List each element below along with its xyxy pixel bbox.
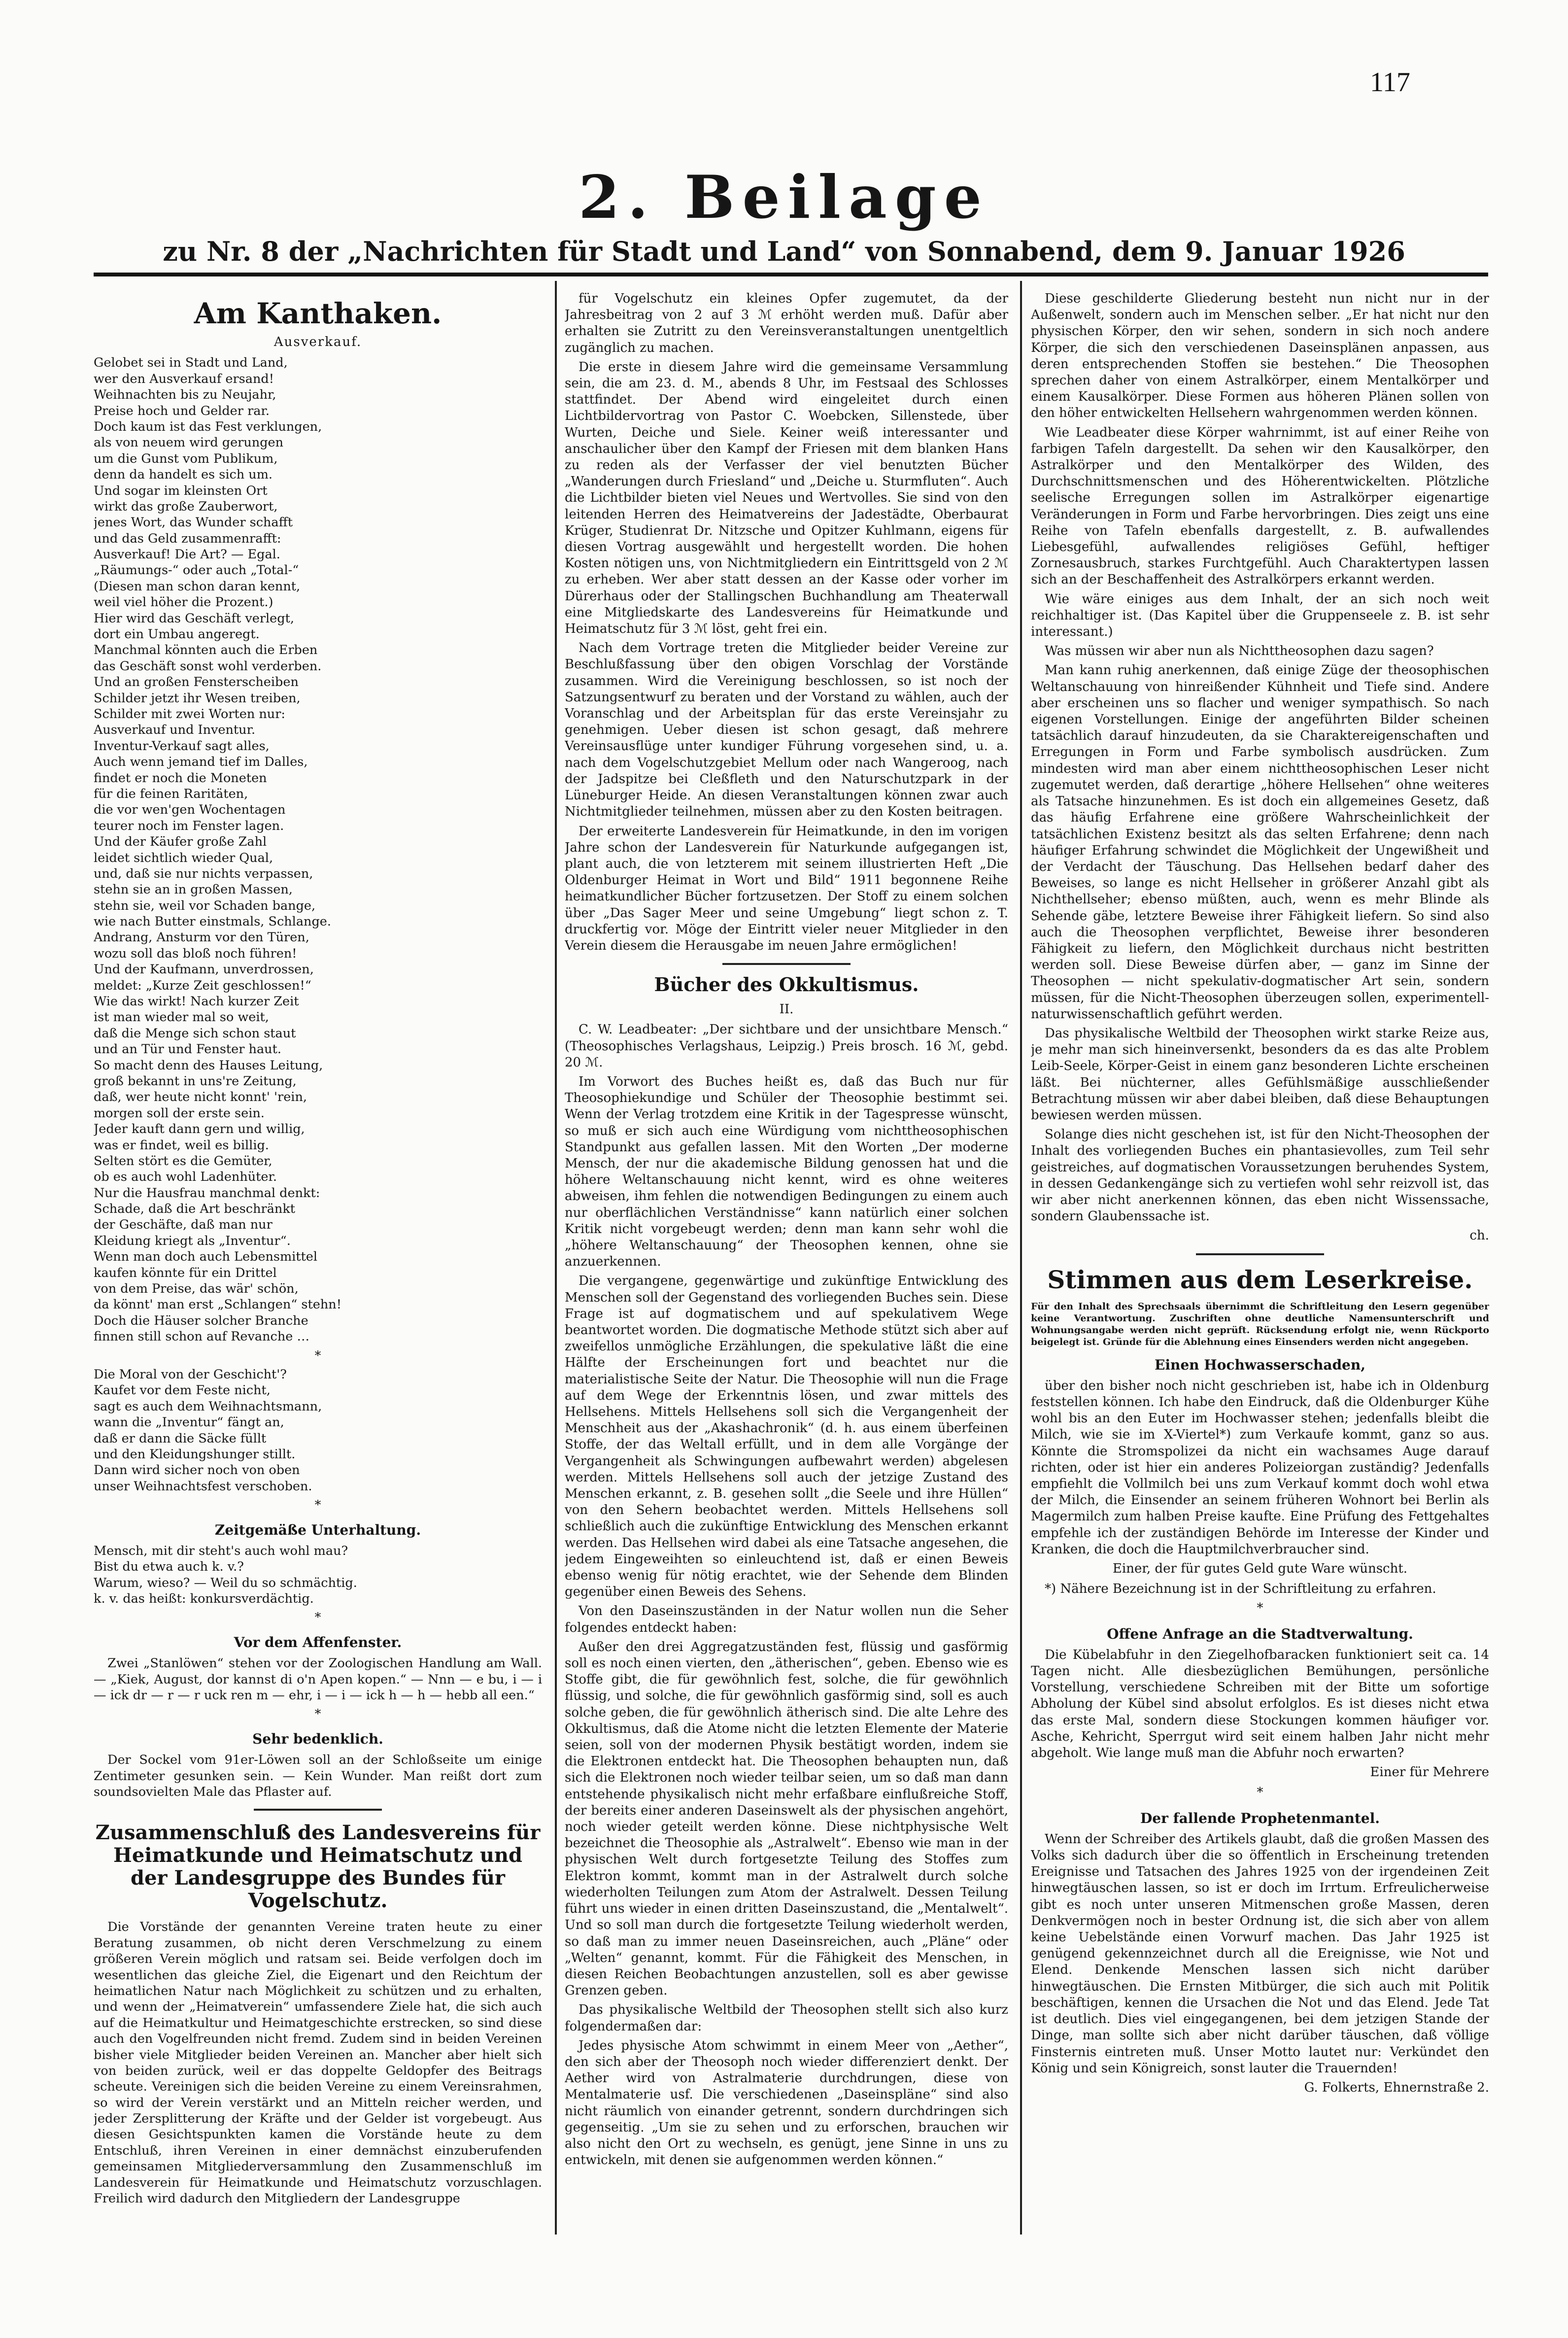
- poem-line: Ausverkauf und Inventur.: [94, 722, 256, 738]
- poem-line: Dann wird sicher noch von oben: [94, 1463, 300, 1478]
- poem-line: und an Tür und Fenster haut.: [94, 1042, 281, 1057]
- zusammenschluss-heading: Zusammenschluß des Landesvereins für Heimatkunde und Heimatschutz und der Landesgruppe des Bundes für Vogelschutz.: [95, 1821, 541, 1913]
- poem-line: weil viel höher die Prozent.): [94, 595, 273, 610]
- leserkreise-disclaimer: Für den Inhalt des Sprechsaals übernimmt die Schriftleitung den Lesern gegenüber keine Verantwortung. Zuschriften ohne deutliche Namensunterschrift und Wohnungsangabe werden nicht geprüft. Rücksendung erfolgt nie, wenn Rückporto beigelegt ist. Gründe für die Ablehnung eines Einsenders werden nicht angegeben.: [1031, 1301, 1489, 1347]
- poem-line: teurer noch im Fenster lagen.: [94, 818, 284, 833]
- poem-line: Die Moral von der Geschicht'?: [94, 1367, 287, 1382]
- poem-line: Auch wenn jemand tief im Dalles,: [94, 755, 308, 770]
- poem-line: Schade, daß die Art beschränkt: [94, 1202, 296, 1217]
- poem-line: Warum, wieso? — Weil du so schmächtig.: [94, 1575, 357, 1590]
- poem-line: Kleidung kriegt als „Inventur“.: [94, 1233, 291, 1248]
- kanthaken-subheading: Ausverkauf.: [273, 335, 362, 349]
- separator-star: *: [314, 1610, 321, 1625]
- poem-line: Hier wird das Geschäft verlegt,: [94, 611, 294, 626]
- poem-line: stehn sie an in großen Massen,: [94, 882, 293, 897]
- letter-hochwasser: [1031, 1378, 1489, 1558]
- column-1: [94, 291, 542, 2233]
- poem-line: von dem Preise, das wär' schön,: [94, 1281, 299, 1297]
- kanthaken-heading: Am Kanthaken.: [194, 297, 442, 330]
- poem-line: morgen soll der erste sein.: [94, 1105, 265, 1121]
- poem-line: Und an großen Fensterscheiben: [94, 675, 299, 690]
- poem-line: was er findet, weil es billig.: [94, 1137, 269, 1153]
- poem-line: meldet: „Kurze Zeit geschlossen!“: [94, 978, 311, 993]
- paragraph: Außer den drei Aggregatzuständen fest, flüssig und gasförmig soll es noch einen vierten, den „ätherischen“, geben. Ebenso wie es Stoffe gibt, die für gewöhnlich fest, solche, die für gewöhnlich flüssig, und solche, die für gewöhnlich gasförmig sind, soll es auch solche geben, die für gewöhnlich ätherisch sind. Die alte Lehre des Okkultismus, daß die Atome nicht die letzten Elemente der Materie seien, soll von der modernen Physik bestätigt worden, indem sie die Elektronen entdeckt hat. Die Theosophen behaupten nun, daß sich die Elektronen noch wieder teilbar seien, um so daß man dann entstehende physikalisch nicht mehr erfaßbare einflußreiche Stoff, der bereits einer anderen Daseinswelt als der physischen angehört, noch wieder geteilt werden könne. Diese nichtphysische Welt bezeichnet die Theosophie als „Astralwelt“. Ebenso wie man in der physischen Welt durch fortgesetzte Teilung des Stoffes zum Elektron kommt, kommt man in der Astralwelt durch solche wiederholten Teilungen zum Atom der Astralwelt. Dessen Teilung führt uns wieder in einen dritten Daseinszustand, die „Mentalwelt“. Und so soll man durch die fortgesetzte Teilung wiederholt werden, so daß man zu immer neuen Daseinsreichen, auch „Pläne“ oder „Welten“ genannt, kommt. Für die Fähigkeit des Menschen, in diesen Reichen Beobachtungen anzustellen, soll es aber gewisse Grenzen geben.: [565, 1639, 1008, 1998]
- section-rule: [722, 963, 851, 965]
- letter-signature: G. Folkerts, Ehnernstraße 2.: [1304, 2080, 1489, 2095]
- paragraph: Was müssen wir aber nun als Nichttheosophen dazu sagen?: [1045, 644, 1434, 659]
- paragraph: Solange dies nicht geschehen ist, ist für den Nicht-Theosophen der Inhalt des vorliegenden Buches ein phantasievolles, zum Teil sehr geistreiches, auf dogmatischen Voraussetzungen beruhendes System, in dessen Gedankengänge sich zu vertiefen wohl sehr reizvoll ist, das wir aber nicht anerkennen können, das eben nicht Wissenssache, sondern Glaubenssache ist.: [1031, 1127, 1489, 1224]
- poem-line: der Geschäfte, daß man nur: [94, 1217, 273, 1233]
- poem-line: und, daß sie nur nichts verpassen,: [94, 866, 313, 881]
- poem-line: wann die „Inventur“ fängt an,: [94, 1415, 284, 1430]
- poem-line: Selten stört es die Gemüter,: [94, 1153, 273, 1169]
- okkultismus-heading: Bücher des Okkultismus.: [654, 973, 919, 996]
- okkultismus-article: [565, 1022, 1008, 2168]
- column-divider-1: [555, 281, 557, 2235]
- poem-line: Wie das wirkt! Nach kurzer Zeit: [94, 994, 299, 1009]
- poem-line: findet er noch die Moneten: [94, 770, 267, 786]
- poem-line: (Diesen man schon daran kennt,: [94, 579, 301, 594]
- paragraph: Der erweiterte Landesverein für Heimatkunde, in den im vorigen Jahre schon der Landesverein für Naturkunde aufgegangen ist, plant auch, die von letzterem mit seinem illustrierten Heft „Die Oldenburger Heimat in Wort und Bild“ 1911 begonnene Reihe heimatkundlicher Bücher fortzusetzen. Der Stoff zu einem solchen über „Das Sager Meer und seine Umgebung“ liegt schon z. T. druckfertig vor. Möge der Eintritt vieler neuer Mitglieder in den Verein diesem die Herausgabe im neuen Jahre ermöglichen!: [565, 824, 1008, 953]
- affenfenster-text: Zwei „Stanlöwen“ stehen vor der Zoologischen Handlung am Wall. — „Kiek, August, dor kannst di o'n Apen kopen.“ — Nnn — e bu, i — i — ick dr — r — r uck ren m — ehr, i — i — ick h — h — hebb all een.“: [94, 1656, 542, 1703]
- poem-line: kaufen könnte für ein Drittel: [94, 1265, 277, 1280]
- poem-line: für die feinen Raritäten,: [94, 786, 248, 801]
- vereine-article: [565, 291, 1008, 954]
- poem-line: Andrang, Ansturm vor den Türen,: [94, 930, 309, 945]
- letter-title-hochwasser: Einen Hochwasserschaden,: [1155, 1356, 1365, 1373]
- separator-star: *: [314, 1348, 321, 1363]
- paragraph: Wie wäre einiges aus dem Inhalt, der an sich noch weit reichhaltiger ist. (Das Kapitel über die Gruppenseele z. B. ist sehr interessant.): [1031, 591, 1489, 640]
- paragraph: C. W. Leadbeater: „Der sichtbare und der unsichtbare Mensch.“ (Theosophisches Verlagshaus, Leipzig.) Preis brosch. 16 ℳ, gebd. 20 ℳ.: [565, 1022, 1008, 1070]
- paragraph: Die vergangene, gegenwärtige und zukünftige Entwicklung des Menschen soll der Gegenstand des vorliegenden Buches sein. Diese Frage ist auf dogmatischem und auf spekulativem Wege beantwortet worden. Die dogmatische Methode stützt sich aber auf zweifellos unmögliche Erzählungen, die spekulative läßt die eine Hälfte der Erscheinungen fort und beachtet nur die materialistische Seite der Natur. Die Theosophie will nun die Frage auf dem Wege der Erkenntnis lösen, und zwar mittels des Hellsehens. Mittels Hellsehens soll sich die Vergangenheit der Menschheit aus der „Akashachronik“ (d. h. aus einem überfeinen Stoffe, der das Weltall erfüllt, und in dem alle Vorgänge der Vergangenheit als Schwingungen aufbewahrt werden) abgelesen werden. Mittels Hellsehens soll auch der jetzige Zustand des Menschen erkannt, z. B. gesehen sollt „die Seele und ihre Hüllen“ von den Sehern beobachtet werden. Mittels Hellsehens soll schließlich auch die zukünftige Entwicklung des Menschen erkannt werden. Das Hellsehen wird dabei als eine Tatsache angesehen, die jedem Eingeweihten so einleuchtend ist, daß er einen Beweis ebenso wenig für nötig erachtet, wie der Sehende dem Blinden gegenüber einen Beweis des Sehens.: [565, 1273, 1008, 1600]
- section-title-unterhaltung: Zeitgemäße Unterhaltung.: [214, 1521, 421, 1538]
- poem-line: Nur die Hausfrau manchmal denkt:: [94, 1185, 320, 1201]
- poem-line: da könnt' man erst „Schlangen“ stehn!: [94, 1297, 341, 1312]
- column-3: [1031, 291, 1489, 2233]
- poem-line: wie nach Butter einstmals, Schlange.: [94, 914, 331, 929]
- poem-line: als von neuem wird gerungen: [94, 435, 284, 450]
- paragraph: Im Vorwort des Buches heißt es, daß das Buch nur für Theosophiekundige und Schüler der Theosophie bestimmt sei. Wenn der Verlag trotzdem eine Kritik in der Tagespresse wünscht, so muß er sich auch eine Würdigung vom nichttheosophischen Standpunkt aus gefallen lassen. Mit den Worten „Der moderne Mensch, der nur die akademische Bildung genossen hat und die höhere Weltanschauung nicht kennt, wird es ohne weiteres abweisen, ihm fehlen die notwendigen Bedingungen zu einem auch nur oberflächlichen Verständnisse“ kann natürlich einer solchen Kritik nicht vorgebeugt werden; denn man kann sehr wohl die „höhere Weltanschauung“ der Theosophen kennen, ohne sie anzuerkennen.: [565, 1074, 1008, 1270]
- page-title: 2. Beilage: [578, 163, 989, 232]
- column-divider-2: [1020, 281, 1022, 2235]
- section-title-bedenklich: Sehr bedenklich.: [252, 1730, 383, 1747]
- paragraph: für Vogelschutz ein kleines Opfer zugemutet, da der Jahresbeitrag von 2 auf 3 ℳ erhöht werden muß. Dafür aber erhalten sie Zutritt zu den Vereinsveranstaltungen unentgeltlich zugänglich zu machen.: [565, 291, 1008, 355]
- page-number: 117: [1370, 67, 1410, 98]
- poem-line: So macht denn des Hauses Leitung,: [94, 1058, 323, 1073]
- poem-line: unser Weihnachtsfest verschoben.: [94, 1478, 312, 1494]
- poem-line: das Geschäft sonst wohl verderben.: [94, 658, 322, 674]
- bedenklich-text: Der Sockel vom 91er-Löwen soll an der Schloßseite um einige Zentimeter gesunken sein. — Kein Wunder. Man reißt dort zum soundsovielten Male das Pflaster auf.: [94, 1753, 542, 1799]
- letter-signature: Einer für Mehrere: [1370, 1765, 1489, 1780]
- poem-moral: [94, 1367, 542, 1494]
- paragraph: Nach dem Vortrage treten die Mitglieder beider Vereine zur Beschlußfassung über den obigen Vorschlag der Vorstände zusammen. Wird die Vereinigung beschlossen, so ist noch der Satzungsentwurf zu beraten und der Vorstand zu wählen, auch der Voranschlag und der Arbeitsplan für das erste Vereinsjahr zu genehmigen. Ueber diesen ist schon gesagt, daß mehrere Vereinsausflüge unter kundiger Führung vorgesehen sind, u. a. nach dem Vogelschutzgebiet Mellum oder nach Wangeroog, nach der Jadspitze bei Cleßfleth und den Naturschutzpark in der Lüneburger Heide. An diesen Veranstaltungen können zwar auch Nichtmitglieder teilnehmen, müssen aber zu den Kosten beitragen.: [565, 641, 1008, 820]
- column-2: [565, 291, 1008, 2233]
- poem-line: Schilder jetzt ihr Wesen treiben,: [94, 690, 301, 706]
- poem-line: Gelobet sei in Stadt und Land,: [94, 355, 288, 371]
- page-subtitle: zu Nr. 8 der „Nachrichten für Stadt und Land“ von Sonnabend, dem 9. Januar 1926: [163, 236, 1405, 267]
- unterhaltung-lines: [94, 1543, 542, 1607]
- poem-line: Doch kaum ist das Fest verklungen,: [94, 419, 322, 434]
- paragraph: Das physikalische Weltbild der Theosophen wirkt starke Reize aus, je mehr man sich hineinversenkt, besonders da es das alte Problem Leib-Seele, Körper-Geist in einem ganz besonderen Lichte erscheinen läßt. Bei nüchterner, alles Gefühlsmäßige ausschließender Betrachtung müssen wir aber dabei bleiben, daß diese Behauptungen bewiesen werden müssen.: [1031, 1026, 1489, 1123]
- author-signature: ch.: [1469, 1228, 1489, 1243]
- poem-line: Manchmal könnten auch die Erben: [94, 643, 318, 658]
- poem-line: jenes Wort, das Wunder schafft: [94, 515, 293, 530]
- poem-line: und das Geld zusammenrafft:: [94, 531, 281, 546]
- poem-line: dort ein Umbau angeregt.: [94, 627, 260, 642]
- poem-line: Doch die Häuser solcher Branche: [94, 1313, 308, 1328]
- section-title-affenfenster: Vor dem Affenfenster.: [234, 1634, 402, 1650]
- header-rule: [94, 273, 1488, 276]
- leserkreise-heading: Stimmen aus dem Leserkreise.: [1047, 1265, 1473, 1294]
- footnote: *) Nähere Bezeichnung ist in der Schriftleitung zu erfahren.: [1045, 1582, 1436, 1597]
- paragraph: Man kann ruhig anerkennen, daß einige Züge der theosophischen Weltanschauung von hinreißender Kühnheit und Tiefe sind. Andere aber erscheinen uns so flacher und weniger sympathisch. So nach eigenen Vorstellungen. Einige der angeführten Bilder scheinen tatsächlich darauf hinzudeuten, da sie Charaktereigenschaften und Erregungen in Form und Farbe symbolisch ausdrücken. Zum mindesten wird man aber einem nichttheosophischen Leser nicht zugemutet werden, daß derartige „höhere Hellsehen“ ohne weiteres als Tatsache hinzunehmen. Es ist doch ein allgemeines Gesetz, daß das häufig Erfahrene eine größere Wahrscheinlichkeit der tatsächlichen Existenz besitzt als das selten Erfahrene; denn nach häufiger Erfahrung schwindet die Möglichkeit der Ungewißheit und der Verdacht der Täuschung. Das Hellsehen bedarf daher des Beweises, so lange es nicht Hellseher in größerer Anzahl gibt als Nichthellseher; ebenso müßten, auch, wenn es mehr Blinde als Sehende gäbe, letztere Beweise ihrer Fähigkeit liefern. So sind also auch die Theosophen verpflichtet, Beweise ihrer besonderen Fähigkeit zu liefern, den Möglichkeit durchaus nicht bestritten werden soll. Diese Beweise dürfen aber, — ganz im Sinne der Theosophen — nicht spekulativ-dogmatischer Art sein, sondern müssen, für die Nicht-Theosophen überzeugen sollen, experimentell-naturwissenschaftlich geführt werden.: [1031, 663, 1489, 1022]
- paragraph: Wie Leadbeater diese Körper wahrnimmt, ist auf einer Reihe von farbigen Tafeln dargestellt. Da sehen wir den Kausalkörper, den Astralkörper und den Mentalkörper des Wilden, des Durchschnittsmenschen und des Höherentwickelten. Plötzliche seelische Erregungen sollen im Astralkörper eigenartige Veränderungen in Form und Farbe hervorbringen. Dies zeigt uns eine Reihe von Tafeln ebenfalls dargestellt, z. B. aufwallendes Liebesgefühl, aufwallendes religiöses Gefühl, heftiger Zornesausbruch, starkes Furchtgefühl. Auch Charaktertypen lassen sich an der Beschaffenheit des Astralkörpers erkannt werden.: [1031, 425, 1489, 587]
- poem-line: stehn sie, weil vor Schaden bange,: [94, 898, 316, 913]
- letter-signature: Einer, der für gutes Geld gute Ware wünscht.: [1112, 1561, 1408, 1577]
- section-rule: [1196, 1253, 1324, 1255]
- separator-star: *: [1257, 1601, 1263, 1616]
- paragraph: Die erste in diesem Jahre wird die gemeinsame Versammlung sein, die am 23. d. M., abends 8 Uhr, im Festsaal des Schlosses stattfindet. Der Abend wird eingeleitet durch einen Lichtbildervortrag von Pastor C. Woebcken, Sillenstede, über Wurten, Deiche und Siele. Keiner weiß interessanter und anschaulicher über den Kampf der Friesen mit dem blanken Hans zu reden als der Verfasser der viel benutzten Bücher „Wanderungen durch Friesland“ und „Deiche u. Sturmfluten“. Auch die Lichtbilder bieten viel Neues und Wertvolles. Sie sind von den leitenden Herren des Heimatvereins der Jadestädte, Oberbaurat Krüger, Studienrat Dr. Nitzsche und Opitzer Kuhlmann, eigens für diesen Vortrag ausgewählt und hergestellt worden. Die hohen Kosten nötigen uns, von Nichtmitgliedern ein Eintrittsgeld von 2 ℳ zu erheben. Wer aber statt dessen an der Kasse oder vorher im Dürerhaus oder der Stallingschen Buchhandlung am Theaterwall eine Mitgliedskarte des Landesvereins für Heimatkunde und Heimatschutz für 3 ℳ löst, geht frei ein.: [565, 359, 1008, 637]
- poem-line: die vor wen'gen Wochentagen: [94, 802, 286, 818]
- paragraph: Jedes physische Atom schwimmt in einem Meer von „Aether“, den sich aber der Theosoph noch wieder differenziert denkt. Der Aether wird von Astralmaterie durchdrungen, diese von Mentalmaterie usf. Die verschiedenen „Daseinspläne“ sind also nicht räumlich von einander getrennt, sondern durchdringen sich gegenseitig. „Um sie zu sehen und zu erforschen, brauchen wir also nicht den Ort zu wechseln, es genügt, jene Sinne in uns zu entwickeln, mit denen sie aufgenommen werden können.“: [565, 2038, 1008, 2168]
- poem-line: Und der Kaufmann, unverdrossen,: [94, 962, 314, 977]
- poem-line: daß die Menge sich schon staut: [94, 1026, 296, 1041]
- poem-line: ist man wieder mal so weit,: [94, 1010, 269, 1025]
- poem-line: Und sogar im kleinsten Ort: [94, 483, 268, 498]
- okkultismus-continuation: [1031, 291, 1489, 1225]
- poem-line: sagt es auch dem Weihnachtsmann,: [94, 1399, 322, 1414]
- poem-line: k. v. das heißt: konkursverdächtig.: [94, 1591, 314, 1607]
- poem-line: Ausverkauf! Die Art? — Egal.: [94, 547, 280, 562]
- letter-anfrage: [1031, 1647, 1489, 1761]
- poem-line: denn da handelt es sich um.: [94, 467, 273, 482]
- poem-line: daß er dann die Säcke füllt: [94, 1431, 267, 1446]
- paragraph: Von den Daseinszuständen in der Natur wollen nun die Seher folgendes entdeckt haben:: [565, 1604, 1008, 1635]
- poem-line: daß, wer heute nicht konnt' 'rein,: [94, 1090, 307, 1105]
- poem-line: groß bekannt in uns're Zeitung,: [94, 1073, 297, 1089]
- separator-star: *: [314, 1707, 321, 1722]
- paragraph: Diese geschilderte Gliederung besteht nun nicht nur in der Außenwelt, sondern auch im Menschen selber. „Er hat nicht nur den physischen Körper, den wir sehen, sondern in sich noch andere Körper, die sich den verschiedenen Daseinsplänen anpassen, aus deren entsprechenden Stoffen sie bestehen.“ Die Theosophen sprechen daher von einem Astralkörper, einem Mentalkörper und einem Kausalkörper. Diese Formen aus höheren Plänen sollen von den höher entwickelten Hellsehern wahrgenommen werden können.: [1031, 291, 1489, 421]
- poem-line: ob es auch wohl Ladenhüter.: [94, 1169, 277, 1185]
- letter-prophetenmantel: [1031, 1831, 1489, 2077]
- poem-line: um die Gunst vom Publikum,: [94, 451, 278, 466]
- paragraph: Das physikalische Weltbild der Theosophen stellt sich also kurz folgendermaßen dar:: [565, 2002, 1008, 2034]
- poem-line: Jeder kauft dann gern und willig,: [94, 1122, 305, 1137]
- letter-title-prophetenmantel: Der fallende Prophetenmantel.: [1140, 1810, 1380, 1826]
- zusammenschluss-text: Die Vorstände der genannten Vereine traten heute zu einer Beratung zusammen, ob nicht deren Verschmelzung zu einem größeren Verein möglich und ratsam sei. Beide verfolgen doch im wesentlichen das gleiche Ziel, die Eigenart und den Reichtum der heimatlichen Natur nach Möglichkeit zu schützen und zu erhalten, und wenn der „Heimatverein“ umfassendere Ziele hat, die sich auch auf die Heimatkultur und Heimatgeschichte erstrecken, so sind diese auch den Vogelfreunden nicht fremd. Zudem sind in beiden Vereinen bisher viele Mitglieder beiden Vereinen an. Mancher aber hielt sich von beiden zurück, weil er das doppelte Geldopfer des Beitrags scheute. Vereinigen sich die beiden Vereine zu einem Vereinsrahmen, so wird der Verein verstärkt und an Mitteln reicher werden, und jeder Zersplitterung der Kräfte und der Gelder ist vorgebeugt. Aus diesen Gesichtspunkten kamen die Vorstände heute zu dem Entschluß, ihren Vereinen in einer demnächst einzuberufenden gemeinsamen Mitgliederversammlung den Zusammenschluß im Landesverein für Heimatkunde und Heimatschutz vorzuschlagen. Freilich wird dadurch den Mitgliedern der Landesgruppe: [94, 1920, 542, 2206]
- poem-line: Und der Käufer große Zahl: [94, 834, 267, 850]
- poem-line: finnen still schon auf Revanche …: [94, 1329, 309, 1344]
- poem-line: wer den Ausverkauf ersand!: [94, 371, 274, 386]
- separator-star: *: [314, 1498, 321, 1513]
- letter-title-anfrage: Offene Anfrage an die Stadtverwaltung.: [1107, 1625, 1413, 1642]
- poem-line: Bist du etwa auch k. v.?: [94, 1559, 244, 1575]
- poem-line: Inventur-Verkauf sagt alles,: [94, 738, 270, 754]
- poem-line: Preise hoch und Gelder rar.: [94, 403, 270, 418]
- poem-ausverkauf: [94, 355, 542, 1344]
- poem-line: leidet sichtlich wieder Qual,: [94, 850, 273, 865]
- poem-line: „Räumungs-“ oder auch „Total-“: [94, 563, 299, 578]
- paragraph: über den bisher noch nicht geschrieben ist, habe ich in Oldenburg feststellen können. Ich habe den Eindruck, daß die Oldenburger Kühe wohl bis an den Euter im Hochwasser stehen; jedenfalls bleibt die Milch, wie sie im X-Viertel*) zum Verkaufe kommt, ganz so aus. Könnte die Stromspolizei da nicht ein wachsames Auge darauf richten, oder ist hier ein anderes Polizeiorgan zuständig? Jedenfalls empfiehlt die Vollmilch bei uns zum Verkauf kommt doch wohl etwa der Milch, die Einsender an seinem früheren Wohnort bei Berlin als Magermilch zum halben Preise kaufte. Eine Prüfung des Fettgehaltes empfehle ich der zuständigen Behörde im Interesse der Kinder und Kranken, die doch die Hauptmilchverbraucher sind.: [1031, 1378, 1489, 1557]
- section-rule: [254, 1809, 382, 1811]
- poem-line: wirkt das große Zauberwort,: [94, 499, 278, 514]
- poem-line: Mensch, mit dir steht's auch wohl mau?: [94, 1543, 348, 1558]
- poem-line: Weihnachten bis zu Neujahr,: [94, 387, 276, 403]
- paragraph: Die Kübelabfuhr in den Ziegelhofbaracken funktioniert seit ca. 14 Tagen nicht. Alle diesbezüglichen Bemühungen, persönliche Vorstellung, verschiedene Schreiben mit der Bitte um sofortige Abholung der Kübel sind absolut erfolglos. Es ist dieses nicht etwa das erste Mal, sondern diese Stockungen kommen häufiger vor. Asche, Kehricht, Sperrgut wird seit einem halben Jahr nicht mehr abgeholt. Wie lange muß man die Abfuhr noch erwarten?: [1031, 1647, 1489, 1761]
- poem-line: und den Kleidungshunger stillt.: [94, 1446, 296, 1462]
- separator-star: *: [1257, 1785, 1263, 1800]
- poem-line: wozu soll das bloß noch führen!: [94, 946, 297, 961]
- poem-line: Schilder mit zwei Worten nur:: [94, 706, 286, 722]
- okkultismus-part: II.: [779, 1002, 794, 1017]
- poem-line: Wenn man doch auch Lebensmittel: [94, 1249, 318, 1265]
- paragraph: Wenn der Schreiber des Artikels glaubt, daß die großen Massen des Volks sich dadurch über die so öffentlich in Erscheinung tretenden Ereignisse und Tatsachen des Jahres 1925 von der irgendeinen Zeit hinwegtäuschen lassen, so ist er doch im Irrtum. Erfreulicherweise gibt es noch unter unseren Mitmenschen große Massen, deren Denkvermögen noch in bester Ordnung ist, die sich aber von allem keine Uebelstände einen Vorwurf machen. Das Jahr 1925 ist genügend gekennzeichnet durch all die Ereignisse, wie Not und Elend. Denkende Menschen lassen sich nicht darüber hinwegtäuschen. Die Ernsten Mitbürger, die sich auch mit Politik beschäftigen, kennen die Ursachen die Not und das Elend. Jede Tat ist deutlich. Dies viel eingegangenen, bei dem jetzigen Stande der Dinge, man sollte sich aber nicht darüber täuschen, daß völlige Finsternis eintreten muß. Unser Motto lautet nur: Verkündet den König und sein Königreich, sonst lauter die Trauernden!: [1031, 1831, 1489, 2076]
- poem-line: Kaufet vor dem Feste nicht,: [94, 1383, 271, 1398]
